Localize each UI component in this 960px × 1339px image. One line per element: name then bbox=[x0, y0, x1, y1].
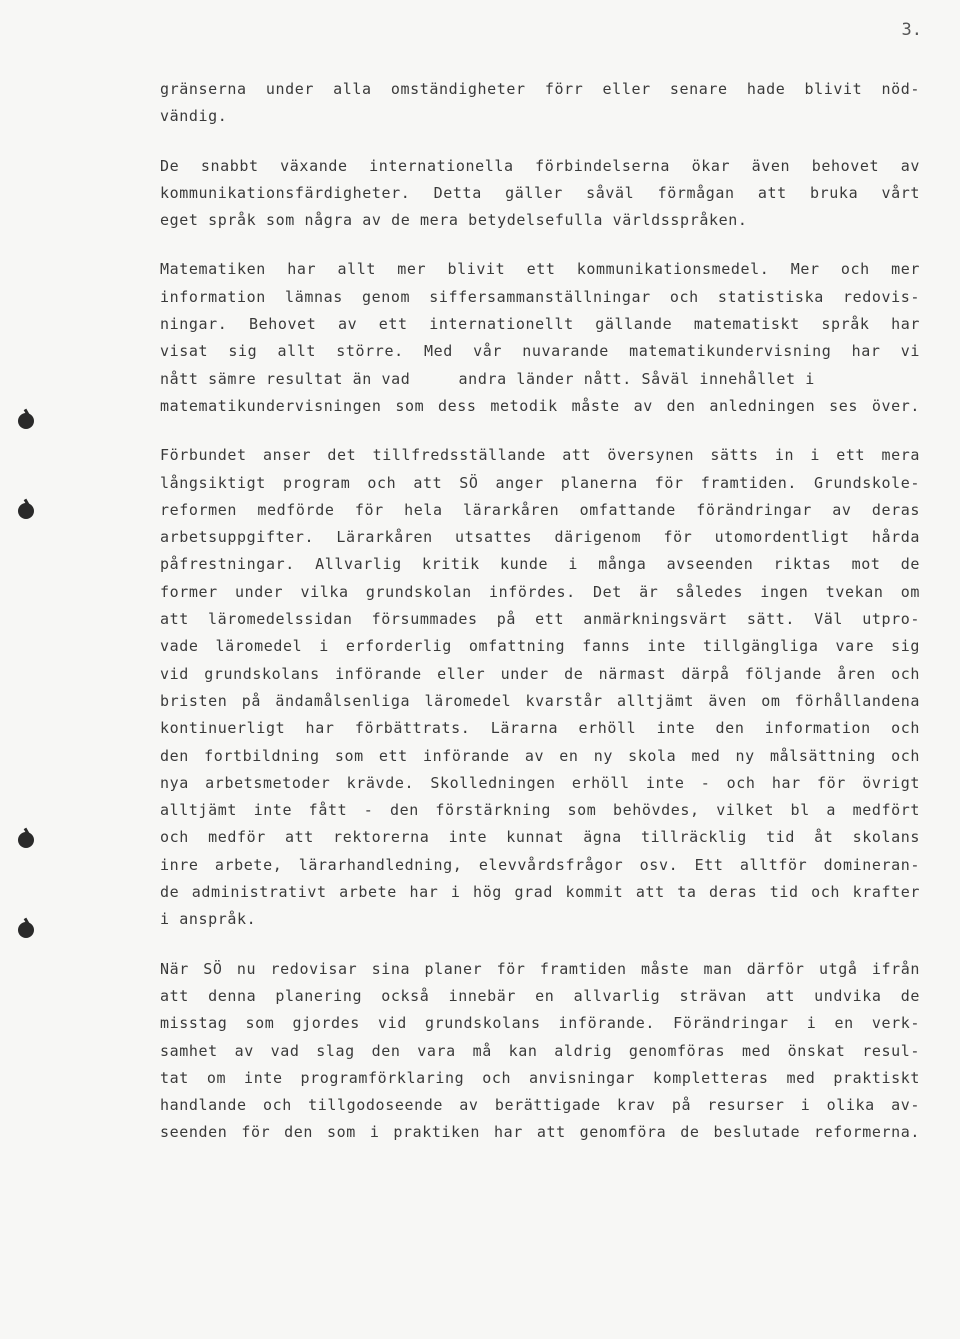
text-line: eget språk som några av de mera betydelsefulla världsspråken. bbox=[160, 211, 748, 230]
page-number: 3. bbox=[901, 20, 922, 40]
text-line: kontinuerligt har förbättrats. Lärarna erhöll inte den information och bbox=[160, 719, 920, 738]
text-line: reformen medförde för hela lärarkåren omfattande förändringar av deras bbox=[160, 500, 920, 519]
punch-hole-mark bbox=[18, 832, 34, 848]
text-line: den fortbildning som ett införande av en ny skola med ny målsättning och bbox=[160, 746, 920, 765]
text-line: gränserna under alla omständigheter förr eller senare hade blivit nöd- bbox=[160, 80, 920, 98]
text-line: inre arbete, lärarhandledning, elevvårdsfrågor osv. Ett alltför domineran- bbox=[160, 855, 920, 874]
text-line: kommunikationsfärdigheter. Detta gäller såväl förmågan att bruka vårt bbox=[160, 183, 920, 202]
paragraph-4 bbox=[160, 442, 920, 933]
text-line: ningar. Behovet av ett internationellt gällande matematiskt språk har bbox=[160, 315, 920, 334]
text-line: Matematiken har allt mer blivit ett kommunikationsmedel. Mer och mer bbox=[160, 260, 920, 279]
text-line: påfrestningar. Allvarlig kritik kunde i många avseenden riktas mot de bbox=[160, 555, 920, 574]
punch-hole-mark bbox=[18, 413, 34, 429]
text-line: i anspråk. bbox=[160, 910, 257, 929]
text-line: misstag som gjordes vid grundskolans införande. Förändringar i en verk- bbox=[160, 1014, 920, 1033]
text-line: matematikundervisningen som dess metodik måste av den anledningen ses över. bbox=[160, 396, 920, 415]
paragraph-1 bbox=[160, 76, 920, 131]
text-line: seenden för den som i praktiken har att genomföra de beslutade reformerna. bbox=[160, 1123, 920, 1142]
punch-hole-mark bbox=[18, 922, 34, 938]
text-line: handlande och tillgodoseende av berättigade krav på resurser i olika av- bbox=[160, 1096, 920, 1115]
text-line: vid grundskolans införande eller under de närmast därpå följande åren och bbox=[160, 664, 920, 683]
text-line: former under vilka grundskolan infördes. Det är således ingen tvekan om bbox=[160, 582, 920, 601]
paragraph-5 bbox=[160, 956, 920, 1147]
text-line: information lämnas genom siffersammanställningar och statistiska redovis- bbox=[160, 287, 920, 306]
paragraph-3 bbox=[160, 256, 920, 420]
body-text bbox=[160, 76, 920, 1169]
text-line: vade läromedel i erforderlig omfattning fanns inte tillgängliga vare sig bbox=[160, 637, 920, 656]
text-line: nya arbetsmetoder krävde. Skolledningen erhöll inte - och har för övrigt bbox=[160, 773, 920, 792]
text-line: visat sig allt större. Med vår nuvarande matematikundervisning har vi bbox=[160, 342, 920, 361]
text-line: tat om inte programförklaring och anvisningar kompletteras med praktiskt bbox=[160, 1068, 920, 1087]
text-line: De snabbt växande internationella förbindelserna ökar även behovet av bbox=[160, 156, 920, 175]
text-line: alltjämt inte fått - den förstärkning som behövdes, vilket bl a medfört bbox=[160, 801, 920, 820]
punch-hole-mark bbox=[18, 503, 34, 519]
text-line: långsiktigt program och att SÖ anger planerna för framtiden. Grundskole- bbox=[160, 473, 920, 492]
text-line: arbetsuppgifter. Lärarkåren utsattes därigenom för utomordentligt hårda bbox=[160, 528, 920, 547]
text-line: nått sämre resultat än vad andra länder nått. Såväl innehållet i bbox=[160, 369, 815, 388]
text-line: samhet av vad slag den vara må kan aldrig genomföras med önskat resul- bbox=[160, 1041, 920, 1060]
text-line: bristen på ändamålsenliga läromedel kvarstår alltjämt även om förhållandena bbox=[160, 691, 920, 710]
text-line: När SÖ nu redovisar sina planer för framtiden måste man därför utgå ifrån bbox=[160, 959, 920, 978]
text-line: och medför att rektorerna inte kunnat ägna tillräcklig tid åt skolans bbox=[160, 828, 920, 847]
text-line: de administrativt arbete har i hög grad kommit att ta deras tid och krafter bbox=[160, 883, 920, 902]
text-line: vändig. bbox=[160, 107, 228, 126]
text-line: att läromedelssidan försummades på ett anmärkningsvärt sätt. Väl utpro- bbox=[160, 610, 920, 629]
text-line: Förbundet anser det tillfredsställande att översynen sätts in i ett mera bbox=[160, 446, 920, 465]
text-line: att denna planering också innebär en allvarlig strävan att undvika de bbox=[160, 986, 920, 1005]
paragraph-2 bbox=[160, 153, 920, 235]
